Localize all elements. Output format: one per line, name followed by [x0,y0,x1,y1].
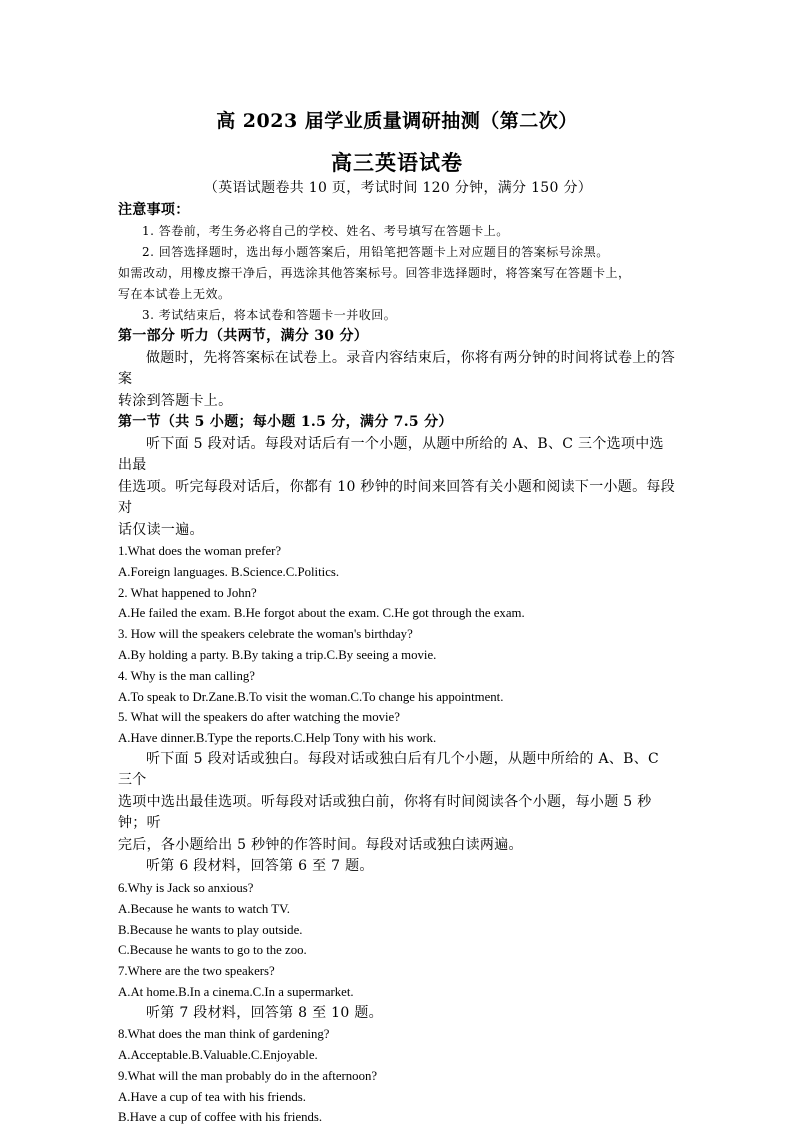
notice-item-2-line-1: 2. 回答选择题时，选出每小题答案后，用铅笔把答题卡上对应题目的答案标号涂黑。 [142,245,609,259]
exam-title: 高 2023 届学业质量调研抽测（第二次） [216,110,578,132]
part1-intro-line-2: 转涂到答题卡上。 [118,392,233,409]
notice-item-1: 1. 答卷前，考生务必将自己的学校、姓名、考号填写在答题卡上。 [142,224,509,238]
question-2-options: A.He failed the exam. B.He forgot about the exam. C.He got through the exam. [118,606,525,621]
question-7-options: A.At home.B.In a cinema.C.In a supermarket. [118,984,354,999]
question-5: 5. What will the speakers do after watching the movie? [118,710,400,725]
section1-intro-line-2: 佳选项。听完每段对话后，你都有 10 秒钟的时间来回答有关小题和阅读下一小题。每段对 [118,478,676,516]
exam-content [118,178,678,1128]
question-6-option-a: A.Because he wants to watch TV. [118,901,290,916]
question-6-option-c: C.Because he wants to go to the zoo. [118,943,307,958]
question-6: 6.Why is Jack so anxious? [118,880,254,895]
notice-item-3: 3. 考试结束后，将本试卷和答题卡一并收回。 [142,308,397,322]
question-9: 9.What will the man probably do in the afternoon? [118,1068,378,1083]
question-7: 7.Where are the two speakers? [118,964,275,979]
question-8-options: A.Acceptable.B.Valuable.C.Enjoyable. [118,1048,318,1063]
section2-intro-line-1: 听下面 5 段对话或独白。每段对话或独白后有几个小题，从题中所给的 A、B、C 三个 [118,750,660,789]
question-1: 1.What does the woman prefer? [118,544,282,558]
question-4-options: A.To speak to Dr.Zane.B.To visit the woman.C.To change his appointment. [118,689,504,704]
question-9-option-b: B.Have a cup of coffee with his friends. [118,1110,323,1125]
question-3-options: A.By holding a party. B.By taking a trip.C.By seeing a movie. [118,647,437,662]
question-1-options: A.Foreign languages. B.Science.C.Politics. [118,564,340,579]
notice-item-2-line-2: 如需改动，用橡皮擦干净后，再选涂其他答案标号。回答非选择题时，将答案写在答题卡上， [118,266,631,280]
material-6-instruction: 听第 6 段材料，回答第 6 至 7 题。 [146,858,374,875]
part1-intro-line-1: 做题时，先将答案标在试卷上。录音内容结束后，你将有两分钟的时间将试卷上的答案 [118,349,676,387]
question-8: 8.What does the man think of gardening? [118,1027,330,1042]
question-9-option-a: A.Have a cup of tea with his friends. [118,1089,306,1104]
question-3: 3. How will the speakers celebrate the woman's birthday? [118,627,413,642]
question-4: 4. Why is the man calling? [118,668,255,683]
section1-heading: 第一节（共 5 小题；每小题 1.5 分，满分 7.5 分） [118,414,453,430]
question-6-option-b: B.Because he wants to play outside. [118,922,303,937]
section1-intro-line-3: 话仅读一遍。 [118,521,204,538]
material-7-instruction: 听第 7 段材料，回答第 8 至 10 题。 [146,1004,383,1021]
section2-intro-line-3: 完后，各小题给出 5 秒钟的作答时间。每段对话或独白读两遍。 [118,836,523,853]
question-5-options: A.Have dinner.B.Type the reports.C.Help Tony with his work. [118,731,437,746]
exam-info: （英语试题卷共 10 页，考试时间 120 分钟，满分 150 分） [203,180,593,196]
exam-subtitle: 高三英语试卷 [331,150,463,175]
question-2: 2. What happened to John? [118,585,257,600]
notice-heading: 注意事项： [118,201,190,218]
section1-intro-line-1: 听下面 5 段对话。每段对话后有一个小题，从题中所给的 A、B、C 三个选项中选出最 [118,435,664,473]
section2-intro-line-2: 选项中选出最佳选项。听每段对话或独白前，你将有时间阅读各个小题，每小题 5 秒钟；听 [118,793,652,832]
notice-item-2-line-3: 写在本试卷上无效。 [118,287,231,301]
part1-heading: 第一部分 听力（共两节，满分 30 分） [118,328,369,344]
